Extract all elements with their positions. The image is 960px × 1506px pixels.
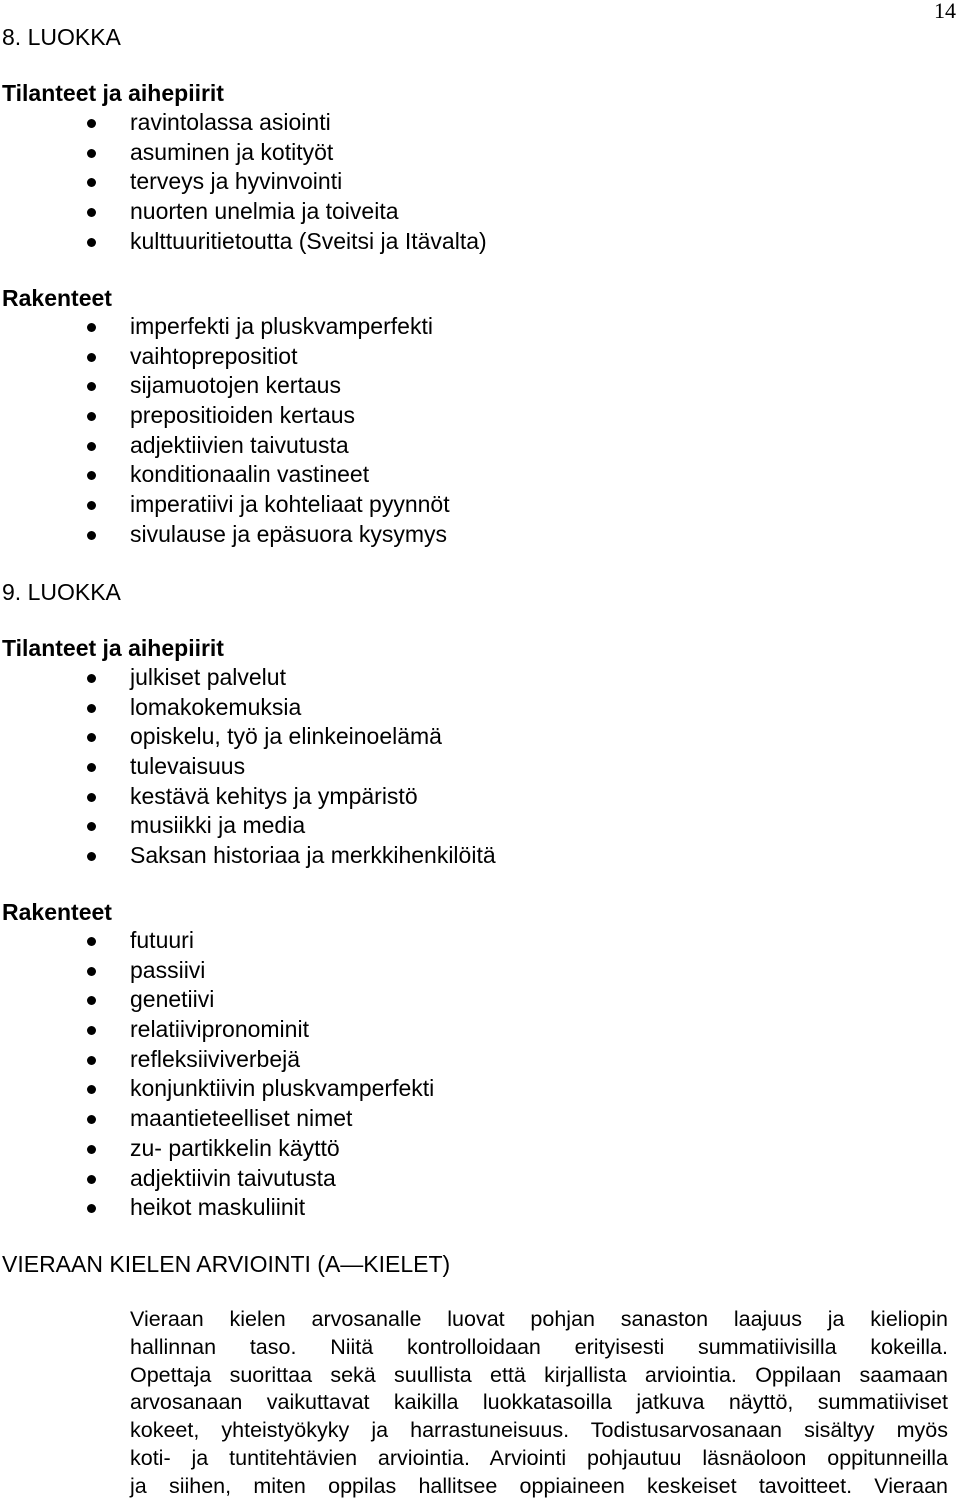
list-item: ravintolassa asiointi	[0, 108, 487, 138]
list-item: adjektiivien taivutusta	[0, 431, 450, 461]
grade9-topics-title: Tilanteet ja aihepiirit	[2, 635, 224, 661]
list-item: nuorten unelmia ja toiveita	[0, 197, 487, 227]
grade8-topics-list	[0, 108, 487, 256]
list-item: kulttuuritietoutta (Sveitsi ja Itävalta)	[0, 227, 487, 257]
list-item: konditionaalin vastineet	[0, 460, 450, 490]
list-item: kestävä kehitys ja ympäristö	[0, 782, 496, 812]
assessment-heading: VIERAAN KIELEN ARVIOINTI (A—KIELET)	[2, 1251, 451, 1277]
paragraph-line: ja siihen, miten oppilas hallitsee oppiaineen keskeiset tavoitteet. Vieraan	[130, 1473, 948, 1498]
list-item: genetiivi	[0, 985, 434, 1015]
list-item: lomakokemuksia	[0, 693, 496, 723]
list-item: vaihtoprepositiot	[0, 342, 450, 372]
list-item: musiikki ja media	[0, 811, 496, 841]
list-item: terveys ja hyvinvointi	[0, 167, 487, 197]
list-item: tulevaisuus	[0, 752, 496, 782]
paragraph-line: kokeet, yhteistyökyky ja harrastuneisuus. Todistusarvosanaan sisältyy myös	[130, 1418, 948, 1443]
list-item: imperatiivi ja kohteliaat pyynnöt	[0, 490, 450, 520]
grade9-heading: 9. LUOKKA	[2, 579, 121, 605]
list-item: prepositioiden kertaus	[0, 401, 450, 431]
paragraph-line: Opettaja suorittaa sekä suullista että kirjallista arviointia. Oppilaan saamaan	[130, 1362, 948, 1387]
list-item: konjunktiivin pluskvamperfekti	[0, 1074, 434, 1104]
list-item: julkiset palvelut	[0, 663, 496, 693]
list-item: relatiivipronominit	[0, 1015, 434, 1045]
list-item: opiskelu, työ ja elinkeinoelämä	[0, 722, 496, 752]
list-item: maantieteelliset nimet	[0, 1104, 434, 1134]
grade9-topics-list	[0, 663, 496, 871]
assessment-paragraph	[130, 1306, 948, 1501]
list-item: sijamuotojen kertaus	[0, 371, 450, 401]
list-item: heikot maskuliinit	[0, 1193, 434, 1223]
paragraph-line: Vieraan kielen arvosanalle luovat pohjan sanaston laajuus ja kieliopin	[130, 1307, 948, 1331]
list-item: sivulause ja epäsuora kysymys	[0, 520, 450, 550]
list-item: asuminen ja kotityöt	[0, 138, 487, 168]
paragraph-line: arvosanaan vaikuttavat kaikilla luokkatasoilla jatkuva näyttö, summatiiviset	[130, 1390, 948, 1415]
grade8-topics-title: Tilanteet ja aihepiirit	[2, 80, 224, 106]
page-number: 14	[934, 0, 956, 23]
list-item: adjektiivin taivutusta	[0, 1164, 434, 1194]
list-item: refleksiiviverbejä	[0, 1045, 434, 1075]
grade8-structures-list	[0, 312, 450, 550]
list-item: zu- partikkelin käyttö	[0, 1134, 434, 1164]
list-item: passiivi	[0, 956, 434, 986]
paragraph-line: hallinnan taso. Niitä kontrolloidaan erityisesti summatiivisilla kokeilla.	[130, 1334, 948, 1359]
grade8-heading: 8. LUOKKA	[2, 24, 121, 50]
grade9-structures-title: Rakenteet	[2, 899, 112, 925]
grade9-structures-list	[0, 926, 434, 1223]
grade8-structures-title: Rakenteet	[2, 285, 112, 311]
list-item: imperfekti ja pluskvamperfekti	[0, 312, 450, 342]
paragraph-line: koti- ja tuntitehtävien arviointia. Arviointi pohjautuu läsnäoloon oppitunneilla	[130, 1445, 948, 1470]
list-item: Saksan historiaa ja merkkihenkilöitä	[0, 841, 496, 871]
list-item: futuuri	[0, 926, 434, 956]
